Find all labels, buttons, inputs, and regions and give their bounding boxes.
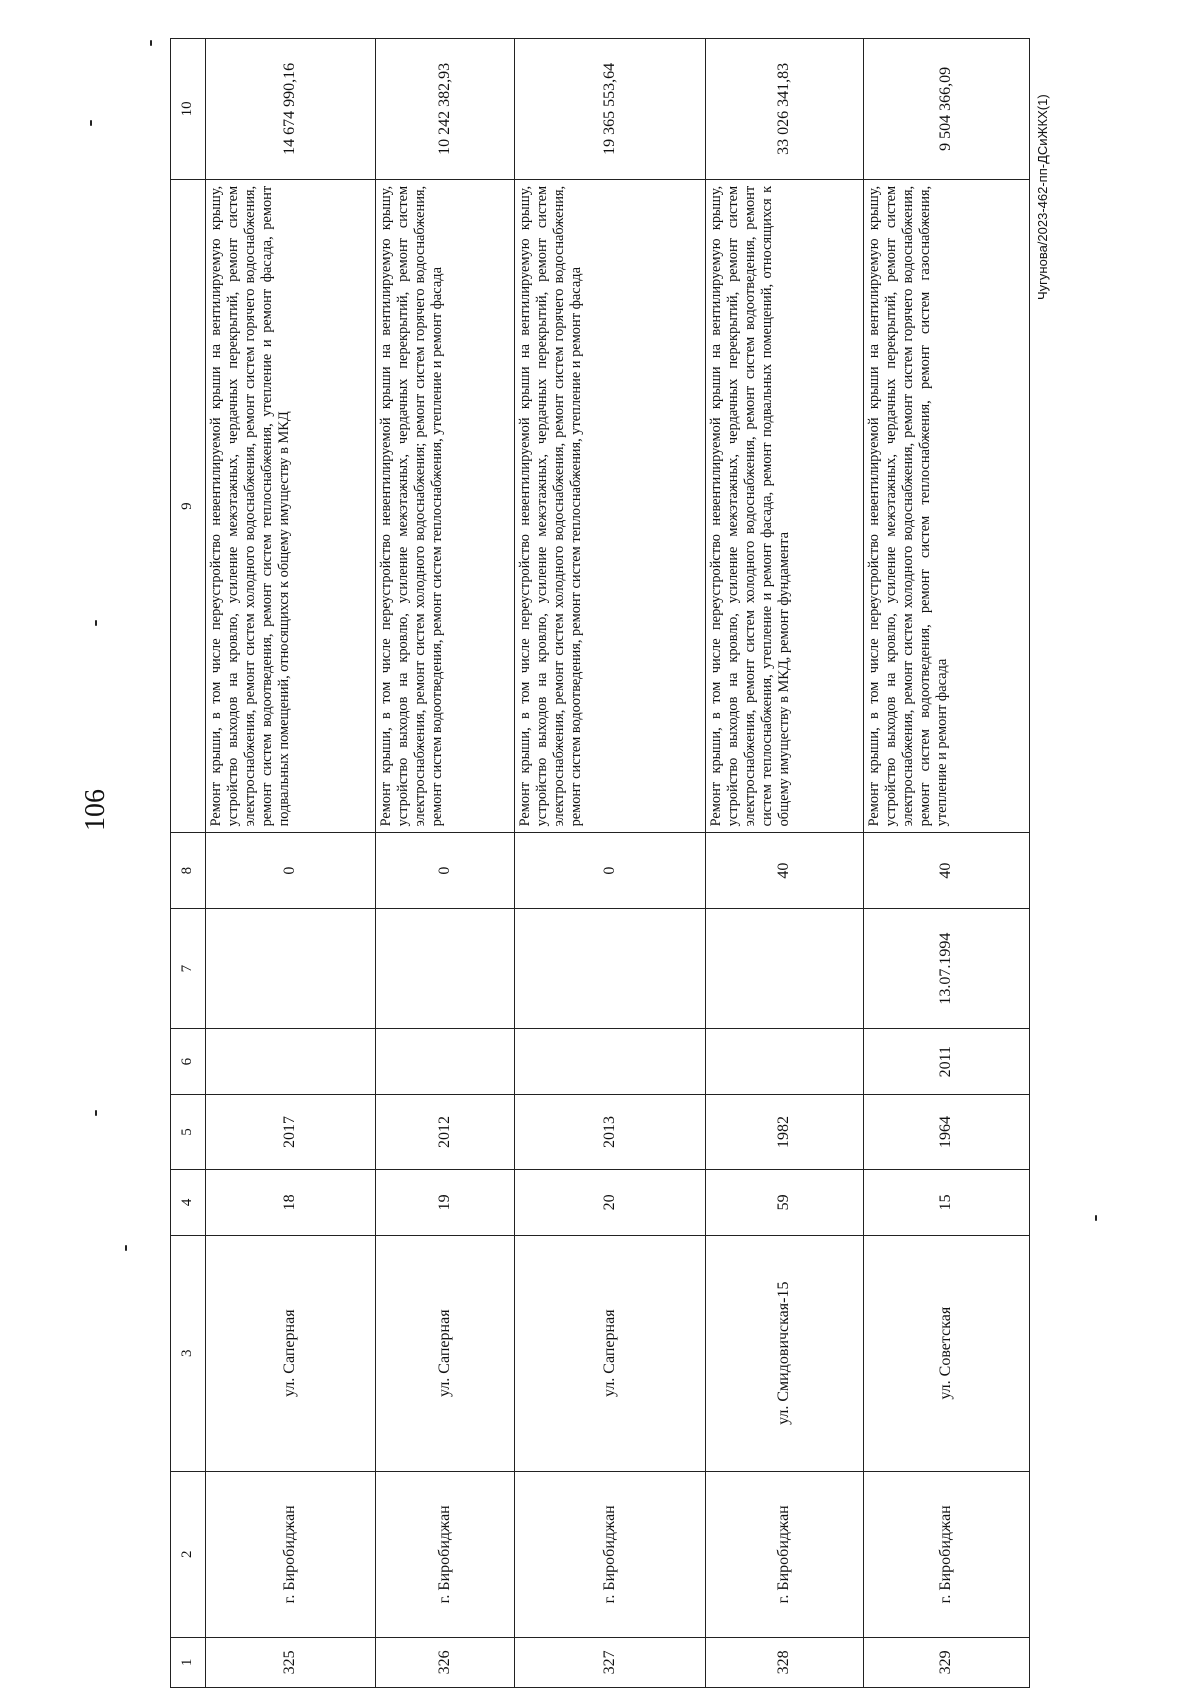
- table-row: [205, 39, 375, 1688]
- year-cell: 2012: [376, 1094, 515, 1169]
- works-cell: Ремонт крыши, в том числе переустройство невентилируемой крыши на вентилируемую крышу, устройство выходов на кровлю, усиление межэтажных, чердачных перекрытий, ремонт систем электроснабжения, ремонт систем холодного водоснабжения, ремонт систем горячего водоснабжения, ремонт систем водоотведения, ремонт систем теплоснабжения, ремонт систем газоснабжения, утепление и ремонт фасада: [863, 179, 1029, 833]
- cost-cell: 9 504 366,09: [863, 39, 1029, 180]
- column-number: 9: [171, 179, 206, 833]
- house-cell: 20: [514, 1170, 705, 1235]
- column-number: 8: [171, 833, 206, 908]
- city-cell: г. Биробиджан: [706, 1471, 864, 1637]
- house-cell: 18: [205, 1170, 375, 1235]
- column-number: 3: [171, 1235, 206, 1471]
- column-number: 4: [171, 1170, 206, 1235]
- col6-cell: 2011: [863, 1029, 1029, 1094]
- city-cell: г. Биробиджан: [376, 1471, 515, 1637]
- house-cell: 19: [376, 1170, 515, 1235]
- scan-speck: [125, 1245, 127, 1251]
- table-row: [514, 39, 705, 1688]
- column-number: 7: [171, 908, 206, 1029]
- scan-speck: [95, 620, 97, 626]
- city-cell: г. Биробиджан: [205, 1471, 375, 1637]
- col7-cell: [706, 908, 864, 1029]
- column-number: 2: [171, 1471, 206, 1637]
- row-number: 328: [706, 1637, 864, 1687]
- city-cell: г. Биробиджан: [514, 1471, 705, 1637]
- house-cell: 15: [863, 1170, 1029, 1235]
- cost-cell: 33 026 341,83: [706, 39, 864, 180]
- table-row: [863, 39, 1029, 1688]
- works-cell: Ремонт крыши, в том числе переустройство невентилируемой крыши на вентилируемую крышу, устройство выходов на кровлю, усиление межэтажных, чердачных перекрытий, ремонт систем электроснабжения, ремонт систем холодного водоснабжения, ремонт систем водоотведения, ремонт систем теплоснабжения, утепление и ремонт фасада, ремонт подвальных помещений, относящихся к общему имуществу в МКД, ремонт фундамента: [706, 179, 864, 833]
- col7-cell: 13.07.1994: [863, 908, 1029, 1029]
- cost-cell: 19 365 553,64: [514, 39, 705, 180]
- row-number: 329: [863, 1637, 1029, 1687]
- scan-speck: [1095, 1215, 1097, 1221]
- works-cell: Ремонт крыши, в том числе переустройство невентилируемой крыши на вентилируемую крышу, устройство выходов на кровлю, усиление межэтажных, чердачных перекрытий, ремонт систем электроснабжения, ремонт систем холодного водоснабжения, ремонт систем горячего водоснабжения, ремонт систем водоотведения, ремонт систем теплоснабжения, утепление и ремонт фасада: [514, 179, 705, 833]
- year-cell: 1964: [863, 1094, 1029, 1169]
- street-cell: ул. Смидовичская-15: [706, 1235, 864, 1471]
- row-number: 327: [514, 1637, 705, 1687]
- rotated-table-container: [170, 38, 1030, 1688]
- repair-register-table: [170, 38, 1030, 1688]
- house-cell: 59: [706, 1170, 864, 1235]
- col8-cell: 40: [706, 833, 864, 908]
- col8-cell: 0: [514, 833, 705, 908]
- col6-cell: [706, 1029, 864, 1094]
- scan-speck: [150, 40, 152, 46]
- col8-cell: 0: [205, 833, 375, 908]
- col8-cell: 40: [863, 833, 1029, 908]
- col6-cell: [376, 1029, 515, 1094]
- cost-cell: 10 242 382,93: [376, 39, 515, 180]
- scan-speck: [95, 1110, 97, 1116]
- column-number: 10: [171, 39, 206, 180]
- document-code: Чугунова/2023-462-пп-ДСиЖКХ(1): [1035, 94, 1050, 300]
- row-number: 325: [205, 1637, 375, 1687]
- city-cell: г. Биробиджан: [863, 1471, 1029, 1637]
- col7-cell: [376, 908, 515, 1029]
- column-number: 1: [171, 1637, 206, 1687]
- col7-cell: [514, 908, 705, 1029]
- street-cell: ул. Саперная: [376, 1235, 515, 1471]
- col6-cell: [514, 1029, 705, 1094]
- works-cell: Ремонт крыши, в том числе переустройство невентилируемой крыши на вентилируемую крышу, устройство выходов на кровлю, усиление межэтажных, чердачных перекрытий, ремонт систем электроснабжения, ремонт систем холодного водоснабжения; ремонт систем горячего водоснабжения, ремонт систем водоотведения, ремонт систем теплоснабжения, утепление и ремонт фасада: [376, 179, 515, 833]
- year-cell: 1982: [706, 1094, 864, 1169]
- year-cell: 2017: [205, 1094, 375, 1169]
- col8-cell: 0: [376, 833, 515, 908]
- page-number: 106: [80, 789, 111, 831]
- column-number: 5: [171, 1094, 206, 1169]
- street-cell: ул. Советская: [863, 1235, 1029, 1471]
- col6-cell: [205, 1029, 375, 1094]
- table-row: [376, 39, 515, 1688]
- col7-cell: [205, 908, 375, 1029]
- street-cell: ул. Саперная: [514, 1235, 705, 1471]
- row-number: 326: [376, 1637, 515, 1687]
- scan-speck: [90, 120, 92, 126]
- works-cell: Ремонт крыши, в том числе переустройство невентилируемой крыши на вентилируемую крышу, устройство выходов на кровлю, усиление межэтажных, чердачных перекрытий, ремонт систем электроснабжения, ремонт систем холодного водоснабжения, ремонт систем горячего водоснабжения, ремонт систем водоотведения, ремонт систем теплоснабжения, утепление и ремонт фасада, ремонт подвальных помещений, относящихся к общему имуществу в МКД: [205, 179, 375, 833]
- column-number: 6: [171, 1029, 206, 1094]
- street-cell: ул. Саперная: [205, 1235, 375, 1471]
- column-number-row: [171, 39, 206, 1688]
- cost-cell: 14 674 990,16: [205, 39, 375, 180]
- table-row: [706, 39, 864, 1688]
- year-cell: 2013: [514, 1094, 705, 1169]
